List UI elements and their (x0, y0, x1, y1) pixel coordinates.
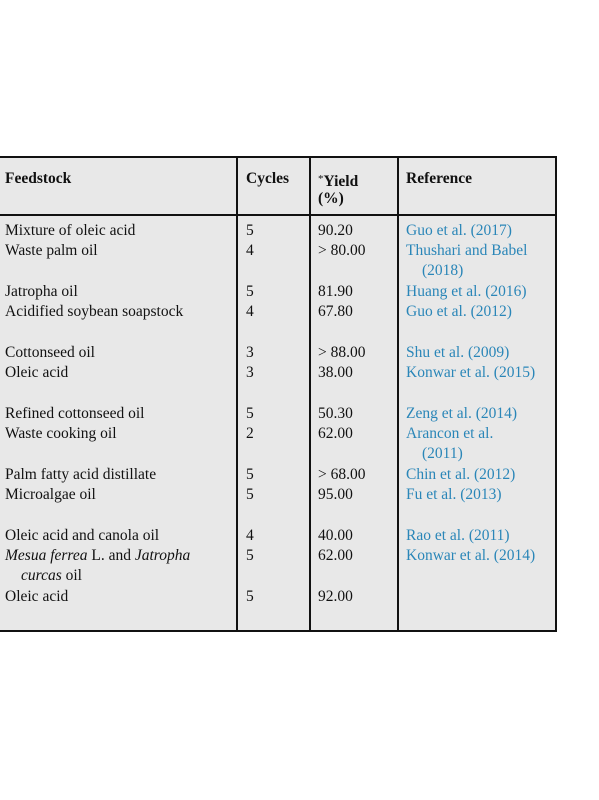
cycles-cell: 5 (246, 486, 254, 503)
reference-link[interactable]: Arancon et al. (406, 425, 494, 442)
cycles-cell: 5 (246, 405, 254, 422)
reference-link[interactable]: Fu et al. (2013) (406, 486, 502, 503)
cycles-cell: 4 (246, 242, 254, 259)
feedstock-cell-continued: curcas oil (21, 567, 82, 584)
cycles-cell: 5 (246, 466, 254, 483)
feedstock-cell: Mixture of oleic acid (5, 222, 136, 239)
feedstock-cell: Mesua ferrea L. and Jatropha (5, 547, 191, 564)
feedstock-cell: Waste cooking oil (5, 425, 117, 442)
yield-cell: 67.80 (318, 303, 353, 320)
reference-link[interactable]: Rao et al. (2011) (406, 527, 510, 544)
cycles-cell: 3 (246, 344, 254, 361)
yield-cell: 62.00 (318, 547, 353, 564)
reference-link[interactable]: Shu et al. (2009) (406, 344, 510, 361)
yield-footnote-mark: * (318, 173, 324, 185)
yield-cell: 40.00 (318, 527, 353, 544)
reference-link[interactable]: Guo et al. (2017) (406, 222, 512, 239)
feedstock-cell: Waste palm oil (5, 242, 98, 259)
data-table (0, 156, 557, 632)
cycles-cell: 4 (246, 303, 254, 320)
cycles-cell: 3 (246, 364, 254, 381)
reference-link[interactable]: Zeng et al. (2014) (406, 405, 518, 422)
header-rule (0, 214, 555, 216)
cycles-cell: 5 (246, 283, 254, 300)
feedstock-cell: Microalgae oil (5, 486, 96, 503)
yield-cell: 90.20 (318, 222, 353, 239)
yield-cell: 62.00 (318, 425, 353, 442)
header-reference: Reference (406, 170, 472, 187)
yield-cell: > 88.00 (318, 344, 366, 361)
cycles-cell: 5 (246, 547, 254, 564)
cycles-cell: 5 (246, 588, 254, 605)
cycles-cell: 2 (246, 425, 254, 442)
yield-cell: > 80.00 (318, 242, 366, 259)
feedstock-cell: Palm fatty acid distillate (5, 466, 157, 483)
column-divider (236, 158, 238, 630)
yield-cell: 50.30 (318, 405, 353, 422)
yield-cell: 95.00 (318, 486, 353, 503)
feedstock-cell: Cottonseed oil (5, 344, 95, 361)
column-divider (309, 158, 311, 630)
feedstock-cell: Refined cottonseed oil (5, 405, 145, 422)
column-divider (397, 158, 399, 630)
cycles-cell: 5 (246, 222, 254, 239)
feedstock-cell: Oleic acid and canola oil (5, 527, 160, 544)
reference-link[interactable]: Thushari and Babel (406, 242, 528, 259)
yield-cell: 81.90 (318, 283, 353, 300)
feedstock-cell: Oleic acid (5, 588, 69, 605)
reference-link[interactable]: Chin et al. (2012) (406, 466, 516, 483)
header-feedstock: Feedstock (5, 170, 72, 187)
header-yield-unit: (%) (318, 190, 344, 207)
header-cycles: Cycles (246, 170, 290, 187)
reference-link[interactable]: Huang et al. (2016) (406, 283, 527, 300)
header-yield: *Yield (318, 173, 359, 190)
reference-link-continued[interactable]: (2018) (422, 262, 464, 279)
yield-cell: 92.00 (318, 588, 353, 605)
reference-link-continued[interactable]: (2011) (422, 445, 463, 462)
reference-link[interactable]: Konwar et al. (2015) (406, 364, 536, 381)
feedstock-cell: Jatropha oil (5, 283, 78, 300)
reference-link[interactable]: Guo et al. (2012) (406, 303, 512, 320)
yield-cell: > 68.00 (318, 466, 366, 483)
reference-link[interactable]: Konwar et al. (2014) (406, 547, 536, 564)
feedstock-cell: Acidified soybean soapstock (5, 303, 184, 320)
cycles-cell: 4 (246, 527, 254, 544)
yield-cell: 38.00 (318, 364, 353, 381)
feedstock-cell: Oleic acid (5, 364, 69, 381)
